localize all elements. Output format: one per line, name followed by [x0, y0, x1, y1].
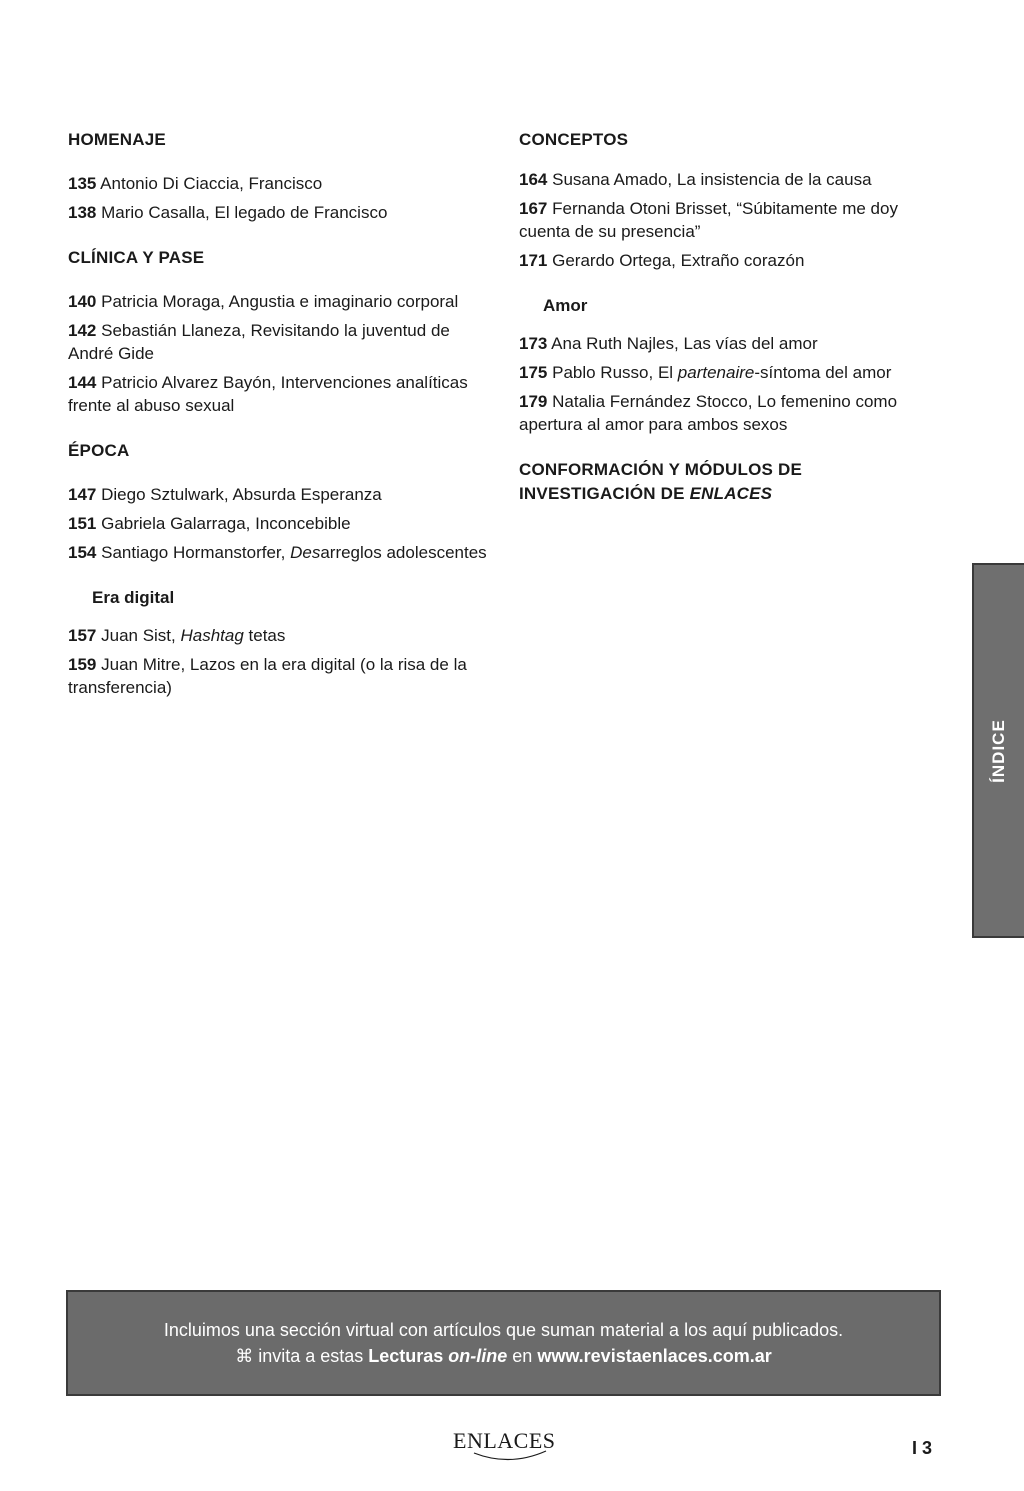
list-item — [68, 624, 488, 647]
entry-text-suffix: -síntoma del amor — [754, 363, 892, 382]
page-ref: 157 — [68, 626, 97, 645]
entry-text: Gabriela Galarraga, Inconcebible — [101, 514, 351, 533]
entry-text: Antonio Di Ciaccia, Francisco — [100, 174, 323, 193]
banner-url[interactable]: www.revistaenlaces.com.ar — [537, 1346, 772, 1366]
page-ref: 138 — [68, 203, 97, 222]
entry-text-suffix: arreglos adolescentes — [320, 543, 487, 562]
list-item — [68, 290, 488, 313]
list-item — [519, 249, 939, 272]
left-column — [68, 128, 488, 721]
banner-italic-text: on-line — [448, 1346, 508, 1366]
index-tab-label: ÍNDICE — [989, 718, 1008, 783]
section-title-line2 — [519, 482, 939, 506]
section-title-clinica: CLÍNICA Y PASE — [68, 248, 205, 267]
entry-text: Juan Mitre, Lazos en la era digital (o la risa de la transferencia) — [68, 655, 467, 697]
online-readings-banner — [66, 1290, 941, 1396]
page-ref: 144 — [68, 373, 97, 392]
list-item — [519, 390, 939, 436]
entry-text: Gerardo Ortega, Extraño corazón — [552, 251, 805, 270]
list-item — [68, 483, 488, 506]
entry-text: Patricia Moraga, Angustia e imaginario corporal — [101, 292, 459, 311]
section-title-conformacion — [519, 458, 939, 506]
page-ref: 151 — [68, 514, 97, 533]
page-ref: 142 — [68, 321, 97, 340]
entry-text: Ana Ruth Najles, Las vías del amor — [551, 334, 818, 353]
banner-bold-text: Lecturas — [368, 1346, 449, 1366]
logo-swoosh-icon — [470, 1449, 550, 1465]
page-ref: 135 — [68, 174, 97, 193]
list-item — [68, 541, 488, 564]
section-title-epoca: ÉPOCA — [68, 441, 130, 460]
entry-text: Susana Amado, La insistencia de la causa — [552, 170, 872, 189]
entries-homenaje — [68, 172, 488, 224]
banner-text-middle: en — [507, 1346, 538, 1366]
list-item — [519, 332, 939, 355]
section-title-conceptos: CONCEPTOS — [519, 130, 629, 149]
banner-line-2 — [68, 1343, 939, 1369]
list-item — [68, 512, 488, 535]
section-title-italic: ENLACES — [689, 484, 773, 503]
page-ref: 179 — [519, 392, 548, 411]
entry-text: Sebastián Llaneza, Revisitando la juventud de André Gide — [68, 321, 450, 363]
index-side-tab — [972, 563, 1024, 938]
subsection-title-amor: Amor — [543, 296, 588, 315]
entry-text: Diego Sztulwark, Absurda Esperanza — [101, 485, 382, 504]
page-ref: 159 — [68, 655, 97, 674]
entry-text-prefix: Santiago Hormanstorfer, — [101, 543, 291, 562]
banner-text: invita a estas — [253, 1346, 369, 1366]
section-title-homenaje: HOMENAJE — [68, 130, 166, 149]
section-title-line1: CONFORMACIÓN Y MÓDULOS DE — [519, 460, 802, 479]
entry-text-italic: partenaire — [677, 363, 755, 382]
banner-line-1: Incluimos una sección virtual con artículos que suman material a los aquí publicados. — [163, 1320, 844, 1340]
entry-text: Fernanda Otoni Brisset, “Súbitamente me doy cuenta de su presencia” — [519, 199, 898, 241]
entry-text-italic: Des — [290, 543, 321, 562]
list-item — [519, 168, 939, 191]
list-item — [519, 361, 939, 384]
entries-conceptos — [519, 168, 939, 272]
page-number: I 3 — [912, 1438, 933, 1458]
list-item — [68, 201, 488, 224]
entry-text: Patricio Alvarez Bayón, Intervenciones analíticas frente al abuso sexual — [68, 373, 468, 415]
entry-text: Natalia Fernández Stocco, Lo femenino como apertura al amor para ambos sexos — [519, 392, 898, 434]
entries-amor — [519, 332, 939, 436]
list-item — [68, 371, 488, 417]
entries-era-digital — [68, 624, 488, 699]
list-item — [68, 172, 488, 195]
right-column — [519, 128, 939, 506]
entry-text: Mario Casalla, El legado de Francisco — [101, 203, 388, 222]
command-icon: ⌘ — [235, 1346, 254, 1366]
list-item — [68, 653, 488, 699]
subsection-title-era-digital: Era digital — [92, 588, 175, 607]
entries-epoca — [68, 483, 488, 564]
entry-text-prefix: Pablo Russo, El — [552, 363, 678, 382]
entry-text-italic: Hashtag — [180, 626, 244, 645]
entry-text-suffix: tetas — [243, 626, 286, 645]
list-item — [68, 319, 488, 365]
section-title-prefix: INVESTIGACIÓN DE — [519, 484, 690, 503]
page-ref: 147 — [68, 485, 97, 504]
entries-clinica — [68, 290, 488, 417]
list-item — [519, 197, 939, 243]
page-ref: 164 — [519, 170, 548, 189]
entry-text-prefix: Juan Sist, — [101, 626, 181, 645]
page-ref: 167 — [519, 199, 548, 218]
enlaces-logo: ENLACES — [453, 1428, 556, 1453]
page-ref: 140 — [68, 292, 97, 311]
page-ref: 171 — [519, 251, 548, 270]
page-ref: 175 — [519, 363, 548, 382]
page-ref: 154 — [68, 543, 97, 562]
page-ref: 173 — [519, 334, 548, 353]
